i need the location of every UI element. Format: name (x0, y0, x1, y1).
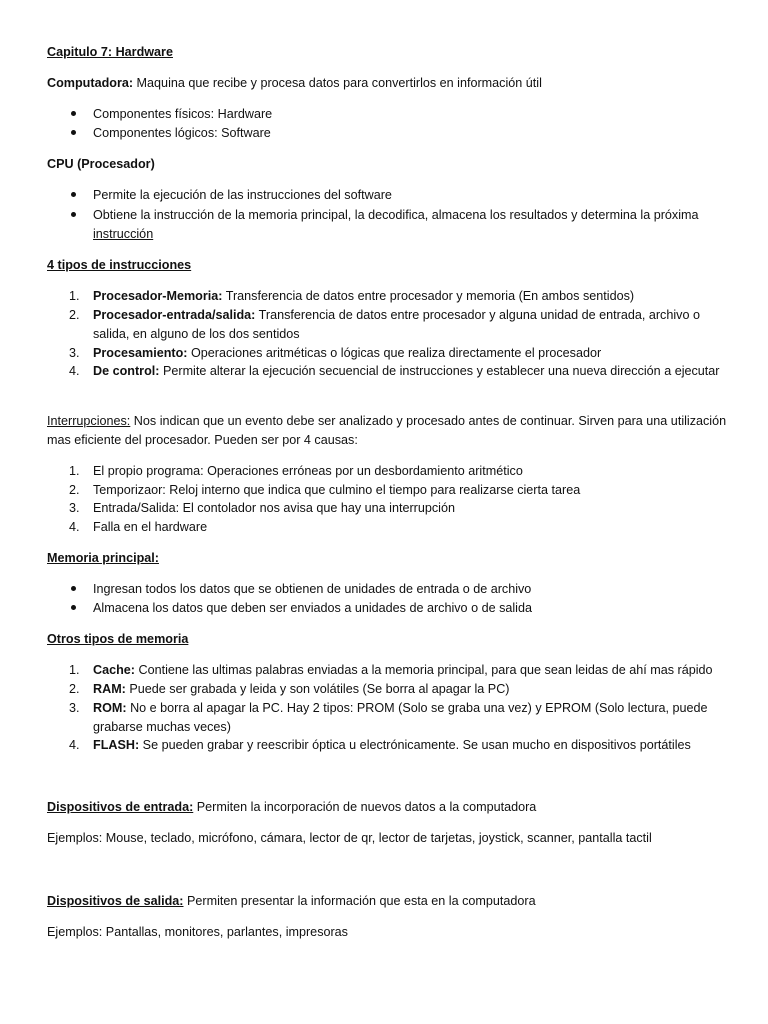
page-title: Capitulo 7: Hardware (47, 45, 173, 59)
bullet-icon (71, 586, 76, 591)
bullet-icon (71, 111, 76, 116)
salida-definition: Dispositivos de salida: Permiten presentar la información que esta en la computadora (47, 894, 536, 908)
computadora-term: Computadora: (47, 76, 134, 90)
salida-ejemplos: Ejemplos: Pantallas, monitores, parlantes, impresoras (47, 925, 348, 939)
instrucciones-heading: 4 tipos de instrucciones (47, 258, 192, 272)
otros-heading: Otros tipos de memoria (47, 632, 189, 646)
bullet-icon (71, 212, 76, 217)
computadora-def: Maquina que recibe y procesa datos para convertirlos en información útil (133, 76, 542, 90)
bullet-icon (71, 192, 76, 197)
cpu-heading: CPU (Procesador) (47, 157, 155, 171)
memoria-heading: Memoria principal: (47, 551, 159, 565)
bullet-icon (71, 605, 76, 610)
entrada-term: Dispositivos de entrada: (47, 800, 194, 814)
interrupciones-paragraph: Interrupciones: Nos indican que un evento debe ser analizado y procesado antes de continuar. Sirven para una utilización mas eficiente del procesador. Pueden ser por 4 causas: (47, 414, 727, 447)
interrupciones-term: Interrupciones: (47, 414, 131, 428)
computadora-definition (47, 74, 727, 93)
list-item: Obtiene la instrucción de la memoria principal, la decodifica, almacena los resultados y determina la próxima instrucción (47, 206, 727, 244)
bullet-icon (71, 130, 76, 135)
entrada-definition: Dispositivos de entrada: Permiten la incorporación de nuevos datos a la computadora (47, 800, 537, 814)
salida-term: Dispositivos de salida: (47, 894, 184, 908)
entrada-ejemplos: Ejemplos: Mouse, teclado, micrófono, cámara, lector de qr, lector de tarjetas, joystick, scanner, pantalla tactil (47, 831, 652, 845)
